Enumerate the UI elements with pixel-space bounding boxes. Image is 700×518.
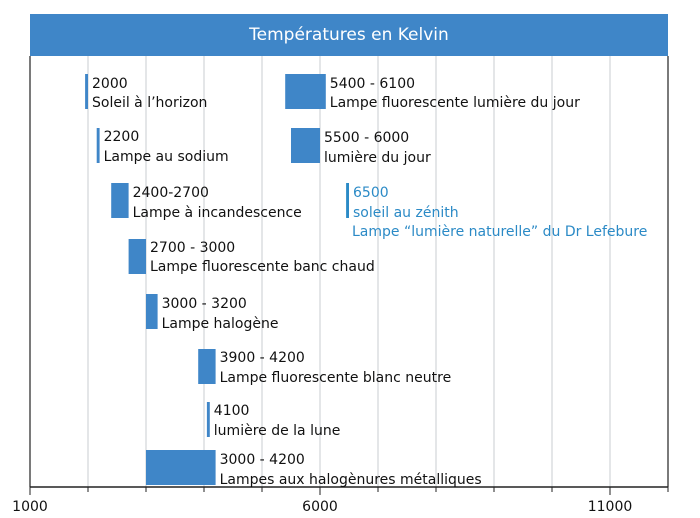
range-label: 5500 - 6000 — [324, 130, 410, 146]
source-label: Lampe fluorescente blanc neutre — [219, 370, 452, 386]
range-label: 2200 — [103, 129, 140, 145]
source-label: Soleil à l’horizon — [92, 95, 208, 111]
range-label: 2000 — [92, 76, 128, 92]
x-tick-label: 11000 — [587, 499, 633, 515]
labels-layer — [92, 76, 647, 488]
source-label-secondary: Lampe “lumière naturelle” du Dr Lefebure — [352, 224, 648, 240]
source-label: soleil au zénith — [353, 205, 459, 221]
source-label: lumière du jour — [324, 150, 431, 166]
chart-title: Températures en Kelvin — [30, 14, 668, 56]
range-label: 6500 — [353, 185, 389, 201]
range-bar — [146, 450, 216, 485]
range-label: 2700 - 3000 — [150, 240, 236, 256]
source-label: Lampe fluorescente lumière du jour — [329, 95, 580, 111]
axes — [12, 56, 668, 515]
source-label: Lampe à incandescence — [132, 205, 302, 221]
range-bar — [198, 349, 215, 384]
x-tick-label: 6000 — [302, 499, 338, 515]
range-bar — [85, 74, 88, 109]
range-label: 3000 - 4200 — [219, 452, 305, 468]
range-label: 5400 - 6100 — [329, 76, 416, 92]
x-tick-label: 1000 — [12, 499, 48, 515]
source-label: Lampe halogène — [161, 316, 279, 332]
range-bar — [97, 128, 100, 163]
range-bar — [146, 294, 158, 329]
range-bar — [129, 239, 146, 274]
source-label: Lampe fluorescente banc chaud — [150, 259, 375, 275]
range-label: 3900 - 4200 — [219, 350, 305, 366]
range-bar — [346, 183, 349, 218]
range-label: 3000 - 3200 — [161, 296, 247, 312]
range-bar — [291, 128, 320, 163]
range-bar — [285, 74, 326, 109]
source-label: lumière de la lune — [213, 423, 341, 439]
source-label: Lampes aux halogènures métalliques — [219, 472, 482, 488]
range-bar — [207, 402, 210, 437]
source-label: Lampe au sodium — [103, 149, 229, 165]
range-bar — [111, 183, 128, 218]
range-label: 4100 — [213, 403, 250, 419]
range-label: 2400-2700 — [132, 185, 209, 201]
